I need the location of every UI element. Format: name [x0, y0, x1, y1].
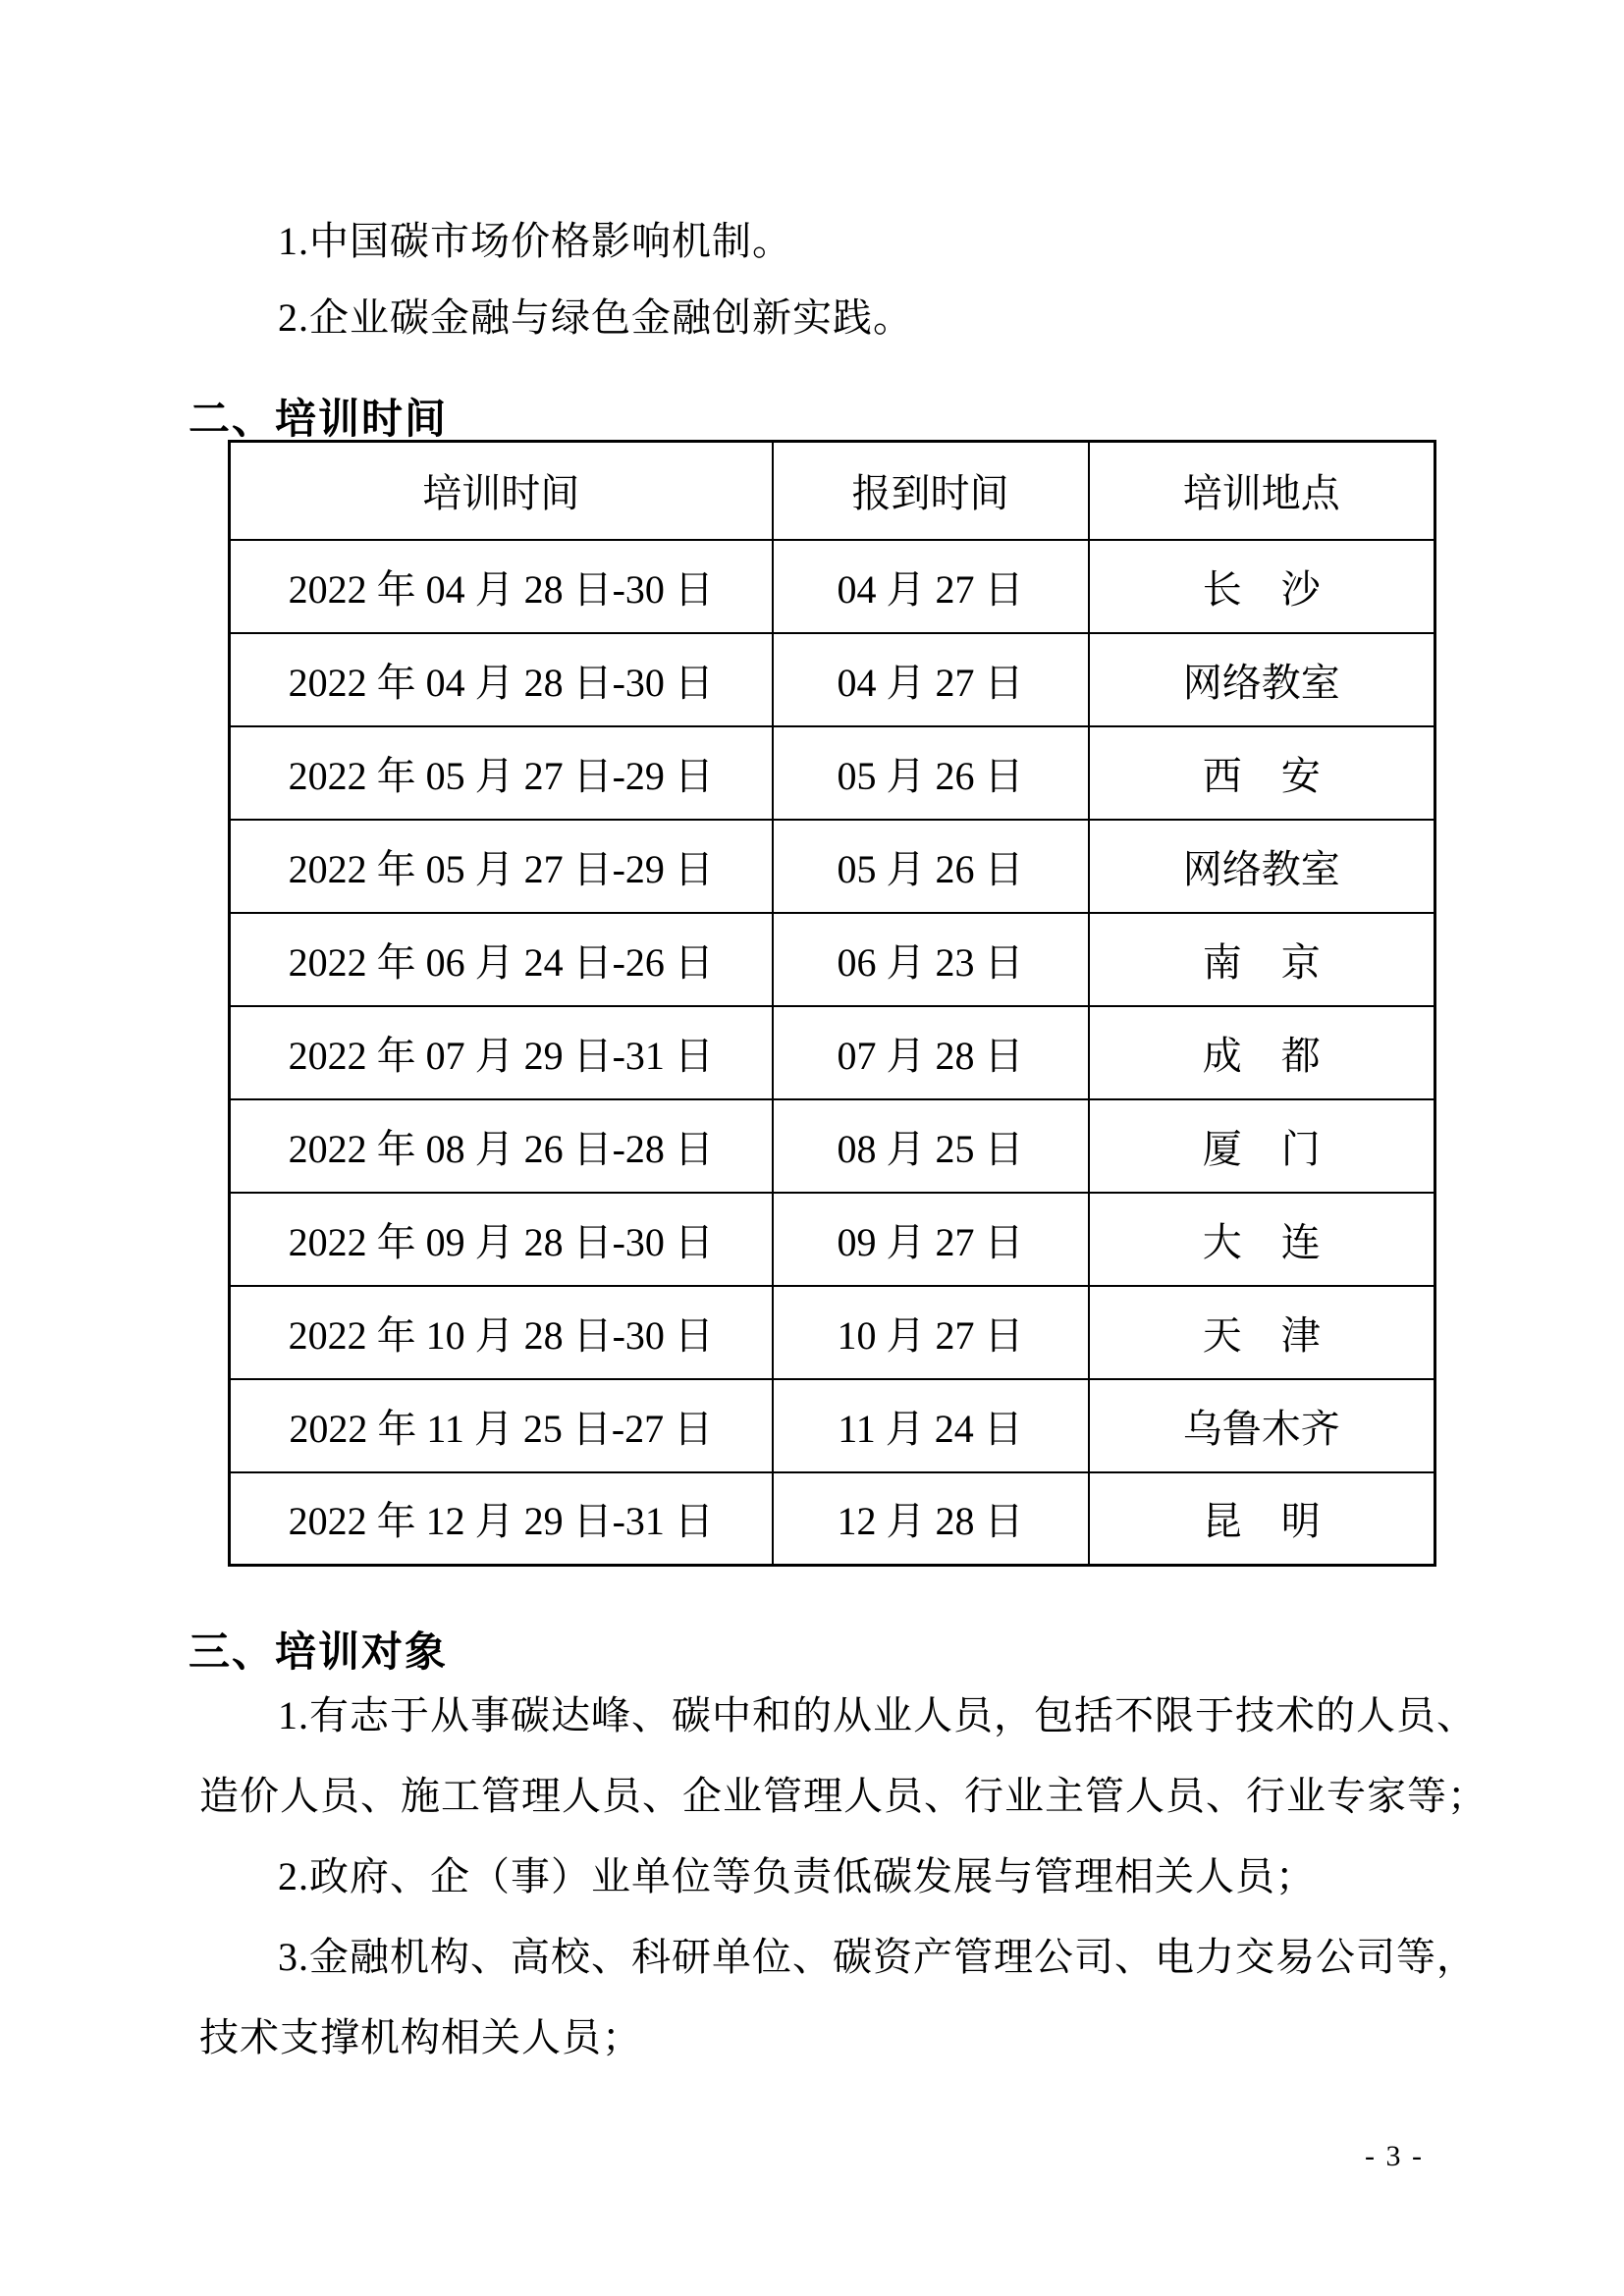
audience-paragraph-3-line-2: 技术支撑机构相关人员； — [199, 2015, 642, 2059]
cell-training-time: 2022 年 09 月 28 日-30 日 — [230, 1193, 773, 1286]
cell-location: 西 安 — [1089, 726, 1435, 820]
intro-line-2: 2.企业碳金融与绿色金融创新实践。 — [278, 295, 913, 340]
cell-checkin-time: 10 月 27 日 — [773, 1286, 1089, 1379]
cell-training-time: 2022 年 05 月 27 日-29 日 — [230, 726, 773, 820]
cell-location: 乌鲁木齐 — [1089, 1379, 1435, 1472]
table-row — [230, 1099, 1435, 1193]
audience-paragraph-1-line-2: 造价人员、施工管理人员、企业管理人员、行业主管人员、行业专家等； — [199, 1774, 1488, 1818]
table-row — [230, 913, 1435, 1006]
section-heading-training-time: 二、培训时间 — [189, 398, 449, 443]
cell-training-time: 2022 年 12 月 29 日-31 日 — [230, 1472, 773, 1566]
cell-checkin-time: 04 月 27 日 — [773, 633, 1089, 726]
table-header-row — [230, 442, 1435, 540]
cell-checkin-time: 05 月 26 日 — [773, 820, 1089, 913]
cell-training-time: 2022 年 10 月 28 日-30 日 — [230, 1286, 773, 1379]
cell-location: 长 沙 — [1089, 540, 1435, 633]
column-header-checkin-time: 报到时间 — [773, 442, 1089, 540]
audience-paragraph-2: 2.政府、企（事）业单位等负责低碳发展与管理相关人员； — [278, 1854, 1316, 1898]
table-row — [230, 540, 1435, 633]
table-row — [230, 820, 1435, 913]
cell-location: 昆 明 — [1089, 1472, 1435, 1566]
cell-training-time: 2022 年 11 月 25 日-27 日 — [230, 1379, 773, 1472]
cell-training-time: 2022 年 06 月 24 日-26 日 — [230, 913, 773, 1006]
table-row — [230, 1006, 1435, 1099]
column-header-training-time: 培训时间 — [230, 442, 773, 540]
cell-location: 成 都 — [1089, 1006, 1435, 1099]
table-row — [230, 633, 1435, 726]
column-header-location: 培训地点 — [1089, 442, 1435, 540]
table-row — [230, 1472, 1435, 1566]
cell-checkin-time: 11 月 24 日 — [773, 1379, 1089, 1472]
cell-training-time: 2022 年 04 月 28 日-30 日 — [230, 633, 773, 726]
cell-checkin-time: 07 月 28 日 — [773, 1006, 1089, 1099]
section-heading-training-audience: 三、培训对象 — [189, 1630, 449, 1676]
cell-training-time: 2022 年 05 月 27 日-29 日 — [230, 820, 773, 913]
cell-location: 天 津 — [1089, 1286, 1435, 1379]
cell-training-time: 2022 年 07 月 29 日-31 日 — [230, 1006, 773, 1099]
cell-location: 网络教室 — [1089, 633, 1435, 726]
table-row — [230, 1286, 1435, 1379]
cell-checkin-time: 04 月 27 日 — [773, 540, 1089, 633]
cell-location: 大 连 — [1089, 1193, 1435, 1286]
cell-checkin-time: 05 月 26 日 — [773, 726, 1089, 820]
audience-paragraph-1-line-1: 1.有志于从事碳达峰、碳中和的从业人员，包括不限于技术的人员、 — [278, 1693, 1477, 1737]
cell-location: 南 京 — [1089, 913, 1435, 1006]
cell-training-time: 2022 年 04 月 28 日-30 日 — [230, 540, 773, 633]
page-number: - 3 - — [1365, 2140, 1424, 2172]
cell-location: 网络教室 — [1089, 820, 1435, 913]
table-row — [230, 1379, 1435, 1472]
cell-checkin-time: 12 月 28 日 — [773, 1472, 1089, 1566]
audience-paragraph-3-line-1: 3.金融机构、高校、科研单位、碳资产管理公司、电力交易公司等， — [278, 1935, 1477, 1979]
cell-checkin-time: 09 月 27 日 — [773, 1193, 1089, 1286]
cell-checkin-time: 08 月 25 日 — [773, 1099, 1089, 1193]
training-schedule-table — [228, 440, 1436, 1567]
table-row — [230, 726, 1435, 820]
cell-checkin-time: 06 月 23 日 — [773, 913, 1089, 1006]
cell-training-time: 2022 年 08 月 26 日-28 日 — [230, 1099, 773, 1193]
table-row — [230, 1193, 1435, 1286]
intro-line-1: 1.中国碳市场价格影响机制。 — [278, 219, 792, 263]
cell-location: 厦 门 — [1089, 1099, 1435, 1193]
